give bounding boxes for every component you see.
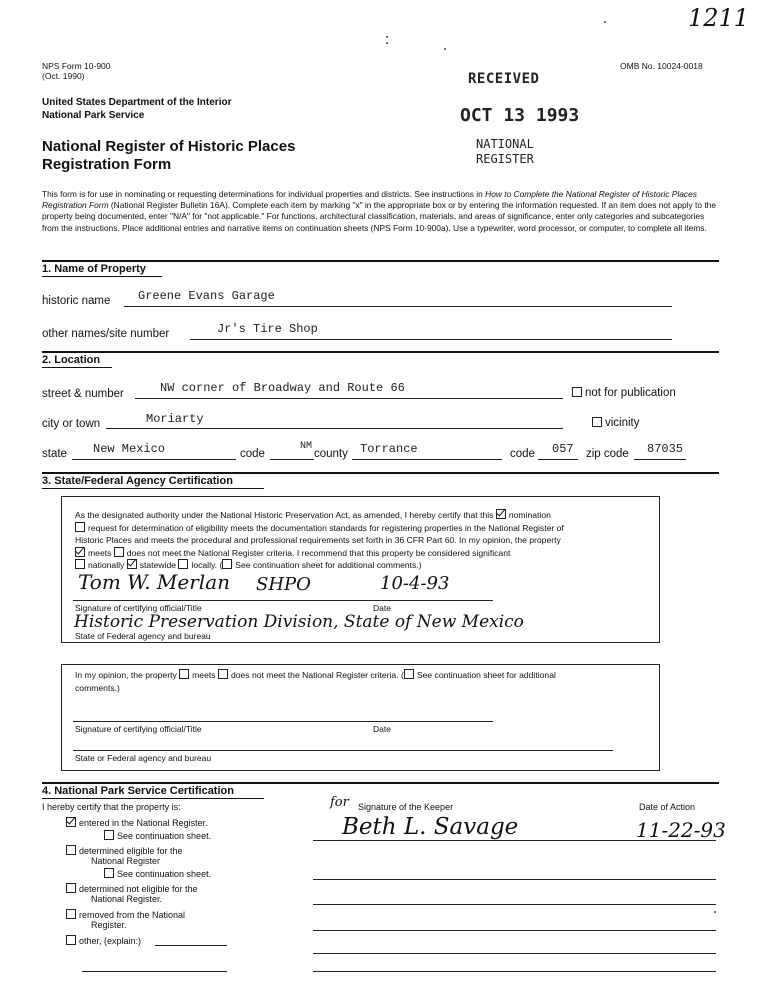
signature-label-2: Signature of certifying official/Title bbox=[75, 724, 202, 734]
zip-value[interactable]: 87035 bbox=[647, 442, 684, 456]
street-value[interactable]: NW corner of Broadway and Route 66 bbox=[160, 381, 405, 395]
keeper-line bbox=[313, 879, 716, 880]
received-stamp-date: OCT 13 1993 bbox=[460, 105, 580, 126]
page-title: National Register of Historic Places bbox=[42, 138, 296, 155]
option-not-eligible-line2: National Register. bbox=[91, 894, 163, 904]
nationally-checkbox[interactable] bbox=[75, 559, 85, 569]
heading-underline bbox=[42, 367, 112, 368]
option-eligible[interactable]: determined eligible for the bbox=[66, 845, 183, 856]
street-line bbox=[135, 398, 563, 399]
request-determination-checkbox[interactable] bbox=[75, 522, 85, 532]
section-4-heading: 4. National Park Service Certification bbox=[42, 785, 234, 797]
keeper-line bbox=[313, 904, 716, 905]
opinion-statement: In my opinion, the property meets does not meet the National Register criteria. ( See continuation sheet for additional comments.) bbox=[75, 670, 556, 693]
state-label: state bbox=[42, 448, 67, 460]
form-date: (Oct. 1990) bbox=[42, 71, 85, 81]
scan-speck bbox=[386, 42, 388, 44]
agency-label-2: State or Federal agency and bureau bbox=[75, 753, 212, 763]
not-for-publication-checkbox[interactable] bbox=[572, 387, 582, 397]
statewide-checkbox[interactable] bbox=[127, 559, 137, 569]
keeper-line bbox=[313, 840, 716, 841]
form-number: NPS Form 10-900 bbox=[42, 61, 111, 71]
city-value[interactable]: Moriarty bbox=[146, 412, 204, 426]
option-eligible-line2: National Register bbox=[91, 856, 161, 866]
other-names-label: other names/site number bbox=[42, 328, 170, 340]
state-official-title: SHPO bbox=[256, 574, 311, 595]
scan-speck bbox=[444, 48, 446, 50]
nomination-checkbox[interactable] bbox=[496, 509, 506, 519]
opinion-continuation-checkbox[interactable] bbox=[404, 669, 414, 679]
other-checkbox[interactable] bbox=[66, 935, 76, 945]
state-value[interactable]: New Mexico bbox=[93, 442, 166, 456]
street-label: street & number bbox=[42, 388, 124, 400]
section-1-heading: 1. Name of Property bbox=[42, 263, 146, 275]
state-code-label: code bbox=[240, 448, 265, 460]
handwritten-page-number: 1211 bbox=[688, 4, 750, 32]
vicinity-label: vicinity bbox=[605, 417, 640, 429]
heading-underline bbox=[42, 488, 264, 489]
section-3-heading: 3. State/Federal Agency Certification bbox=[42, 475, 233, 487]
locally-checkbox[interactable] bbox=[178, 559, 188, 569]
historic-name-value[interactable]: Greene Evans Garage bbox=[138, 289, 275, 303]
other-explain-line[interactable] bbox=[155, 945, 227, 946]
certification-statement: As the designated authority under the National Historic Preservation Act, as amended, I hereby certify that this nomination request for determination of eligibility meets the documentation standards for registering properties in the National Register of Historic Places and meets the procedural and professional requirements set forth in 36 CFR Part 60. In my opinion, the property meets does not meet the National Register criteria. I recommend that this property be considered significant nationally statewide locally. ( See continuation sheet for additional comments.) bbox=[75, 510, 564, 571]
received-stamp: RECEIVED bbox=[468, 71, 540, 87]
scan-speck bbox=[714, 911, 716, 913]
date-of-action-value: 11-22-93 bbox=[636, 818, 726, 842]
keeper-signature: Beth L. Savage bbox=[342, 814, 519, 840]
county-code-label: code bbox=[510, 448, 535, 460]
option-other[interactable]: other, (explain:) bbox=[66, 935, 141, 946]
option-eligible-continuation[interactable]: See continuation sheet. bbox=[104, 868, 211, 879]
removed-checkbox[interactable] bbox=[66, 909, 76, 919]
other-names-line bbox=[190, 339, 672, 340]
county-code-value[interactable]: 057 bbox=[552, 442, 574, 456]
section-rule bbox=[42, 782, 719, 784]
county-code-line bbox=[538, 459, 578, 460]
historic-name-label: historic name bbox=[42, 295, 111, 307]
opinion-does-not-meet-checkbox[interactable] bbox=[218, 669, 228, 679]
date-label: Date bbox=[373, 603, 391, 613]
heading-underline bbox=[42, 798, 264, 799]
continuation-checkbox[interactable] bbox=[104, 830, 114, 840]
service-name: National Park Service bbox=[42, 110, 145, 121]
instructions-paragraph: This form is for use in nominating or requesting determinations for individual properties and districts. See instructions in How to Complete the National Register of Historic Places Registration Form (National Register Bulletin 16A). Complete each item by marking "x" in the appropriate box or by entering the information requested. If an item does not apply to the property being documented, enter "N/A" for "not applicable." For functions, architectural classification, materials, and areas of significance, enter only categories and subcategories from the instructions. Place additional entries and narrative items on continuation sheets (NPS Form 10-900a). Use a typewriter, word processor, or computer, to complete all items. bbox=[42, 189, 716, 233]
option-entered-continuation[interactable]: See continuation sheet. bbox=[104, 830, 211, 841]
zip-line bbox=[634, 459, 686, 460]
keeper-line bbox=[313, 971, 716, 972]
date-of-action-label: Date of Action bbox=[639, 802, 696, 812]
agency-label: State of Federal agency and bureau bbox=[75, 631, 211, 641]
opinion-meets-checkbox[interactable] bbox=[179, 669, 189, 679]
stamp-register: REGISTER bbox=[476, 152, 534, 166]
stamp-national: NATIONAL bbox=[476, 137, 534, 151]
date-label-2: Date bbox=[373, 724, 391, 734]
continuation-checkbox[interactable] bbox=[104, 868, 114, 878]
agency-line-2 bbox=[73, 750, 613, 751]
omb-number: OMB No. 10024-0018 bbox=[620, 61, 703, 71]
option-entered[interactable]: entered in the National Register. bbox=[66, 817, 208, 828]
option-removed[interactable]: removed from the National bbox=[66, 909, 185, 920]
county-line bbox=[352, 459, 502, 460]
option-not-eligible[interactable]: determined not eligible for the bbox=[66, 883, 198, 894]
not-for-publication-option[interactable] bbox=[572, 387, 676, 399]
other-names-value[interactable]: Jr's Tire Shop bbox=[217, 322, 318, 336]
city-line bbox=[106, 428, 563, 429]
for-handwritten: for bbox=[330, 795, 349, 810]
keeper-line bbox=[313, 930, 716, 931]
not-eligible-checkbox[interactable] bbox=[66, 883, 76, 893]
does-not-meet-checkbox[interactable] bbox=[114, 547, 124, 557]
state-certification-date: 10-4-93 bbox=[380, 573, 450, 594]
section-rule bbox=[42, 472, 719, 474]
heading-underline bbox=[42, 276, 162, 277]
option-removed-line2: Register. bbox=[91, 920, 127, 930]
historic-name-line bbox=[124, 306, 672, 307]
vicinity-option[interactable] bbox=[592, 417, 640, 429]
scan-speck bbox=[604, 21, 606, 23]
state-code-value[interactable]: NM bbox=[300, 441, 313, 452]
state-official-signature: Tom W. Merlan bbox=[78, 570, 231, 594]
page-subtitle: Registration Form bbox=[42, 156, 172, 173]
meets-checkbox[interactable] bbox=[75, 547, 85, 557]
city-label: city or town bbox=[42, 418, 101, 430]
scan-speck bbox=[386, 36, 388, 38]
eligible-checkbox[interactable] bbox=[66, 845, 76, 855]
certify-statement: I hereby certify that the property is: bbox=[42, 802, 181, 812]
other-explain-line-2[interactable] bbox=[82, 971, 227, 972]
county-value[interactable]: Torrance bbox=[360, 442, 418, 456]
keeper-label: Signature of the Keeper bbox=[358, 802, 454, 812]
signature-line bbox=[73, 600, 493, 601]
section-2-heading: 2. Location bbox=[42, 354, 101, 366]
signature-line-2 bbox=[73, 721, 493, 722]
keeper-line bbox=[313, 953, 716, 954]
county-label: county bbox=[314, 448, 348, 460]
state-agency-handwritten: Historic Preservation Division, State of New Mexico bbox=[74, 612, 524, 632]
zip-label: zip code bbox=[586, 448, 629, 460]
state-code-line bbox=[270, 459, 314, 460]
signature-label: Signature of certifying official/Title bbox=[75, 603, 202, 613]
department-name: United States Department of the Interior bbox=[42, 97, 232, 108]
vicinity-checkbox[interactable] bbox=[592, 417, 602, 427]
section-rule bbox=[42, 351, 719, 353]
entered-checkbox[interactable] bbox=[66, 817, 76, 827]
continuation-sheet-checkbox[interactable] bbox=[222, 559, 232, 569]
section-rule bbox=[42, 260, 719, 262]
not-for-publication-label: not for publication bbox=[585, 387, 676, 399]
state-line bbox=[72, 459, 236, 460]
